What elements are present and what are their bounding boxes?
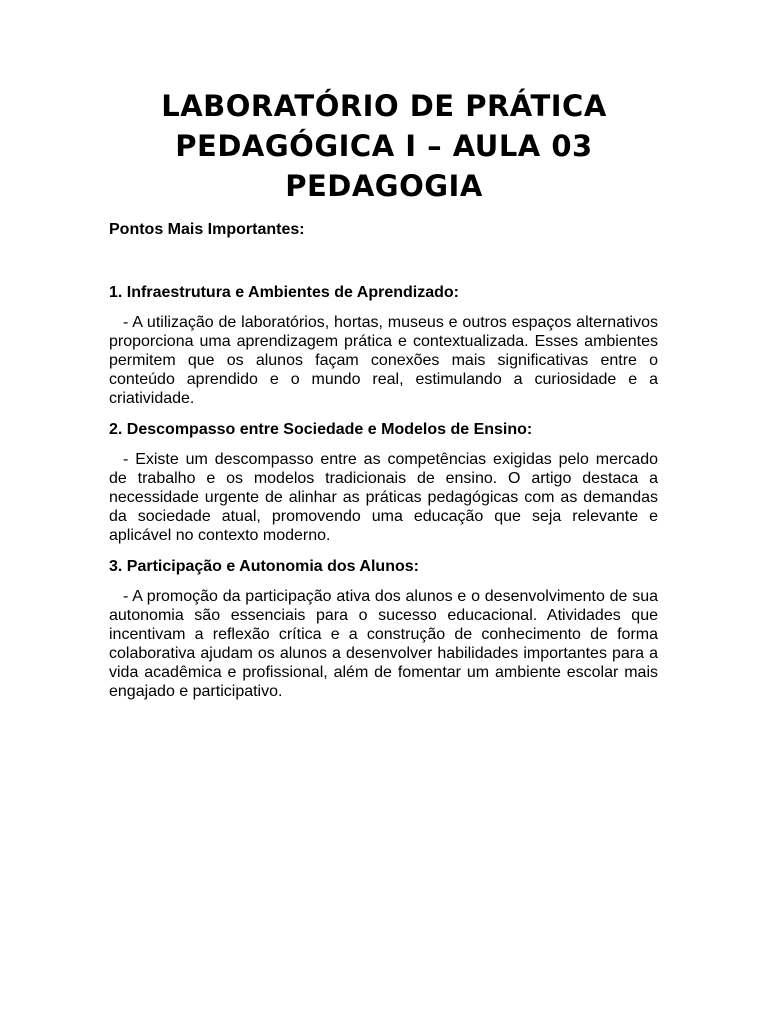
title-line-3: PEDAGOGIA	[285, 169, 483, 203]
section-descompasso	[109, 420, 658, 545]
title-line-1: LABORATÓRIO DE PRÁTICA	[161, 89, 607, 123]
lead-heading: Pontos Mais Importantes:	[109, 221, 305, 238]
section-heading: 2. Descompasso entre Sociedade e Modelos de Ensino:	[109, 421, 533, 438]
title-line-2: PEDAGÓGICA I – AULA 03	[175, 129, 593, 163]
section-heading: 1. Infraestrutura e Ambientes de Aprendizado:	[109, 284, 459, 301]
section-paragraph: - Existe um descompasso entre as competências exigidas pelo mercado de trabalho e os modelos tradicionais de ensino. O artigo destaca a necessidade urgente de alinhar as práticas pedagógicas com as demandas da sociedade atual, promovendo uma educação que seja relevante e aplicável no contexto moderno.	[109, 451, 658, 544]
section-paragraph: - A promoção da participação ativa dos alunos e o desenvolvimento de sua autonomia são essenciais para o sucesso educacional. Atividades que incentivam a reflexão crítica e a construção de conhecimento de forma colaborativa ajudam os alunos a desenvolver habilidades importantes para a vida acadêmica e profissional, além de fomentar um ambiente escolar mais engajado e participativo.	[109, 588, 658, 700]
section-participacao	[109, 557, 658, 701]
section-paragraph: - A utilização de laboratórios, hortas, museus e outros espaços alternativos proporciona uma aprendizagem prática e contextualizada. Esses ambientes permitem que os alunos façam conexões mais significativas entre o conteúdo aprendido e o mundo real, estimulando a curiosidade e a criatividade.	[109, 314, 658, 407]
document-body	[109, 220, 658, 713]
document-title	[80, 86, 688, 206]
section-heading: 3. Participação e Autonomia dos Alunos:	[109, 558, 419, 575]
section-infraestrutura	[109, 283, 658, 408]
